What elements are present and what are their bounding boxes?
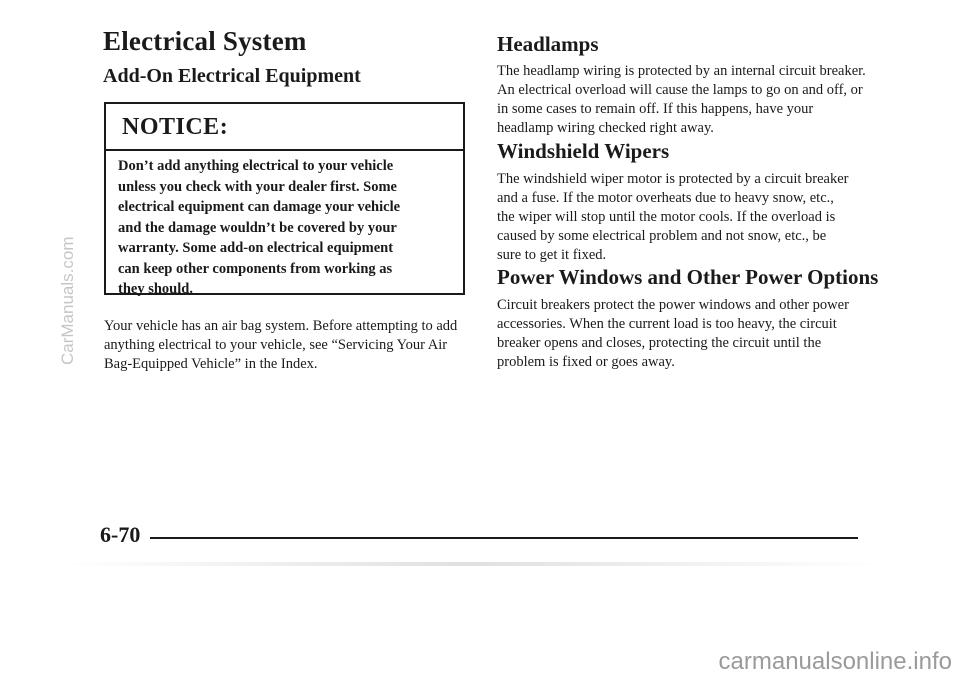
wipers-title: Windshield Wipers bbox=[497, 139, 670, 163]
bottom-watermark: carmanualsonline.info bbox=[718, 648, 952, 675]
page-number: 6-70 bbox=[100, 522, 141, 547]
footer-rule bbox=[150, 537, 858, 539]
scan-shadow bbox=[60, 562, 880, 566]
air-bag-paragraph: Your vehicle has an air bag system. Before attempting to add anything electrical to your vehicle, see “Servicing Your Air Bag-Equipped Vehicle” in the Index. bbox=[104, 318, 458, 372]
side-watermark: CarManuals.com bbox=[58, 236, 77, 365]
power-options-body: Circuit breakers protect the power windows and other power accessories. When the current load is too heavy, the circuit breaker opens and closes, protecting the circuit until the problem is fixed or goes away. bbox=[497, 297, 849, 370]
wipers-body: The windshield wiper motor is protected by a circuit breaker and a fuse. If the motor overheats due to heavy snow, etc., the wiper will stop until the motor cools. If the overload is caused by some electrical problem and not snow, etc., be sure to get it fixed. bbox=[497, 171, 849, 263]
notice-title: NOTICE: bbox=[122, 114, 229, 140]
power-options-title: Power Windows and Other Power Options bbox=[497, 265, 879, 289]
notice-body: Don’t add anything electrical to your vehicle unless you check with your dealer first. Some electrical equipment can damage your vehicle and the damage wouldn’t be covered by your warranty. Some add-on electrical equipment can keep other components from working as they should. bbox=[118, 158, 401, 297]
section-title: Electrical System bbox=[103, 26, 307, 56]
headlamps-title: Headlamps bbox=[497, 32, 599, 56]
notice-box bbox=[104, 102, 465, 295]
notice-divider bbox=[106, 149, 463, 151]
headlamps-body: The headlamp wiring is protected by an internal circuit breaker. An electrical overload will cause the lamps to go on and off, or in some cases to remain off. If this happens, have your headlamp wiring checked right away. bbox=[497, 63, 866, 136]
subsection-title: Add-On Electrical Equipment bbox=[103, 65, 361, 87]
